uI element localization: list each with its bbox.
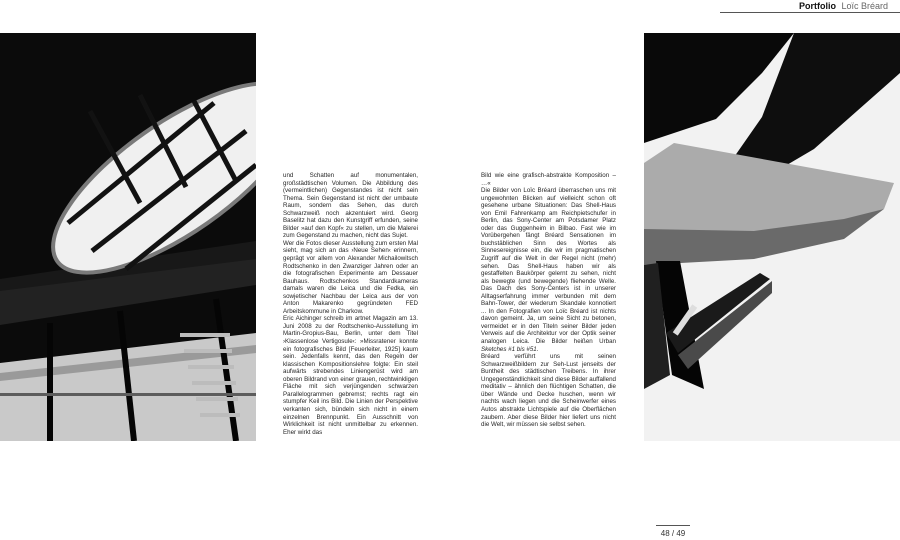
quote-continuation: Bild wie eine grafisch-abstrakte Komposition – …« bbox=[481, 172, 616, 187]
paragraph: Bréard verführt uns mit seinen Schwarzweißbildern zur Seh-Lust jenseits der Buntheit des städtischen Treibens. In ihrer Ungegenständlichkeit sind diese Bilder auffallend meditativ – ähnlich den flüchtigen Schatten, die über Wände und Decke huschen, wenn wir nachts wach liegen und die Scheinwerfer eines Autos abstrakte Lichtspiele auf die Oberflächen zaubern. Aber diese Bilder hier liefert uns nicht die Welt, wir müssen sie selbst sehen. bbox=[481, 353, 616, 429]
photo-right-architecture bbox=[644, 33, 900, 441]
page-header bbox=[0, 0, 900, 14]
header-rule bbox=[720, 12, 900, 13]
page-number: 48 / 49 bbox=[656, 525, 690, 538]
paragraph-text: Die Bilder von Loïc Bréard überraschen uns mit ungewohnten Blicken auf vielleicht schon oft gesehene urbane Situationen: Das Shell-Haus von Emil Fahrenkamp am Reichpietschufer in Berlin, das Sony-Center am Potsdamer Platz oder das Guggenheim in Bilbao. Fast wie im Vorübergehen fängt Bréard Sensationen im buchstäblichen Sinn des Wortes als Sinnesereignisse ein, die wir im pragmatischen Zugriff auf die Welt in der Regel nicht (mehr) sehen. Das Shell-Haus haben wir als gestaffelten Baukörper gelernt zu sehen, nicht als bewegte (und bewegende) fliehende Welle. Das Dach des Sony-Centers ist in unserer Alltagserfahrung immer verbunden mit dem Bahn-Tower, der wiederum Skandale konnotiert ... In den Fotografien von Loïc Bréard ist nichts davon gemeint. Ja, um seine Sicht zu betonen, vermeidet er in den Titeln seiner Bilder jeden Verweis auf die Architektur vor der Optik seiner analogen Leica. Die Bilder heißen Urban bbox=[481, 187, 616, 346]
series-title: Sketches #1 bis #51 bbox=[481, 345, 537, 353]
paragraph: und Schatten auf monumentalen, großstädtischen Volumen. Die Abbildung des (vermeintlichen) Gegenstandes ist nicht sein Thema. Sein Gegenstand ist nicht der umbaute Raum, sondern das Sehen, das durch Schwarzweiß noch akzentuiert wird. Georg Baselitz hat dazu den Kunstgriff erfunden, seine Bilder »auf den Kopf« zu stellen, um die Malerei zum Gegenstand zu machen, nicht das Sujet. bbox=[283, 172, 418, 240]
paragraph-period: . bbox=[536, 345, 539, 353]
running-head bbox=[799, 1, 888, 11]
photo-left-architecture bbox=[0, 33, 256, 441]
text-column-left bbox=[283, 172, 418, 436]
paragraph: Eric Aichinger schreib im artnet Magazin am 13. Juni 2008 zu der Rodtschenko-Ausstellung im Martin-Gropius-Bau, Berlin, unter dem Titel ›Klassenlose Vertigosule‹: »Missratener konnte ein fotografisches Bild [Feuerleiter, 1925] kaum sein. Jedenfalls kennt, das den Regeln der klassischen Kompositionslehre folgte: Ein steil aufwärts strebendes Liniengerüst wird am oberen Bildrand von einer grauen, rechtwinkligen Fläche mit sich verjüngenden schwarzen Parallelogrammen gebremst; rechts ragt ein stumpfer Keil ins Bild. Die Linien der Perspektive verkanten sich, bündeln sich nicht in einem einzelnen Brennpunkt. Ein Ausschnitt von Wirklichkeit ist nicht unmittelbar zu erkennen. Eher wirkt das bbox=[283, 315, 418, 436]
section-title: Portfolio bbox=[798, 1, 836, 11]
author-name: Loïc Bréard bbox=[841, 1, 888, 11]
paragraph: Wer die Fotos dieser Ausstellung zum ersten Mal sieht, mag sich an das ›Neue Sehen‹ erinnern, geprägt vor allem von Alexander Michailowitsch Rodtschenko in den Zwanziger Jahren oder an die fotografischen Experimente am Dessauer Bauhaus. Rodtschenkos Standardkameras damals waren die Leica und die Fedka, ein sowjetischer Nachbau der Leica aus der von Anton Makarenko gegründeten FED Arbeitskommune in Charkow. bbox=[283, 239, 418, 315]
text-column-right bbox=[481, 172, 616, 429]
paragraph bbox=[481, 187, 616, 353]
